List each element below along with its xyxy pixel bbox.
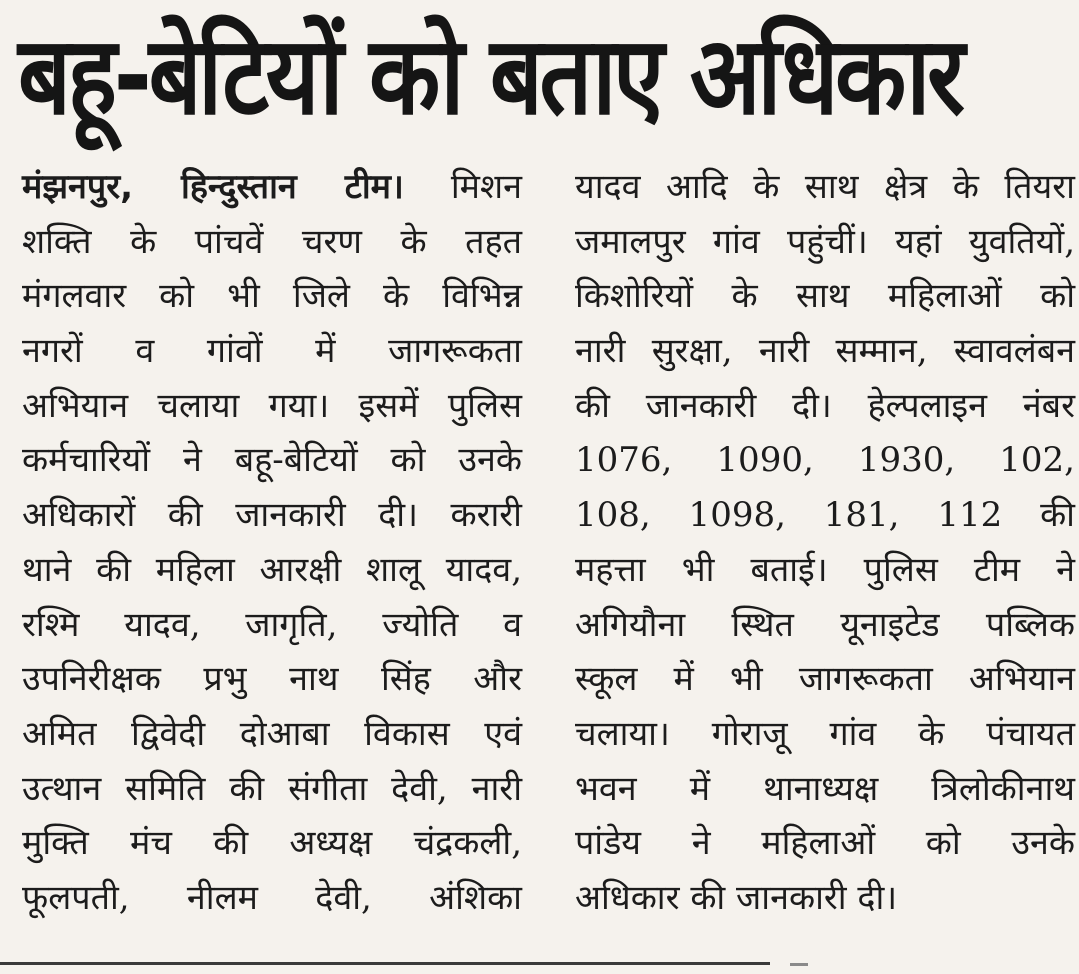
article-line: महत्ता भी बताई। पुलिस टीम ने (575, 549, 1075, 590)
article-line: पांडेय ने महिलाओं को उनके (575, 823, 1075, 864)
article-line: अधिकारों की जानकारी दी। करारी (22, 495, 522, 536)
article-column-left (22, 160, 522, 926)
article-line: उत्थान समिति की संगीता देवी, नारी (22, 768, 522, 809)
article-dateline: मंझनपुर, हिन्दुस्तान टीम। (22, 167, 404, 207)
article-line: स्कूल में भी जागरूकता अभियान (575, 659, 1075, 700)
article-line: फूलपती, नीलम देवी, अंशिका (22, 877, 522, 918)
article-line-text: मिशन (403, 167, 523, 207)
article-line: अगियौना स्थित यूनाइटेड पब्लिक (575, 604, 1075, 645)
article-line: नारी सुरक्षा, नारी सम्मान, स्वावलंबन (575, 331, 1075, 372)
article-line: कर्मचारियों ने बहू-बेटियों को उनके (22, 440, 522, 481)
article-line: मंगलवार को भी जिले के विभिन्न (22, 276, 522, 317)
article-line: रश्मि यादव, जागृति, ज्योति व (22, 604, 522, 645)
bottom-rule (0, 962, 770, 965)
article-line: उपनिरीक्षक प्रभु नाथ सिंह और (22, 659, 522, 700)
article-line (22, 160, 522, 215)
article-line: जमालपुर गांव पहुंचीं। यहां युवतियों, (575, 221, 1075, 262)
article-line: 108, 1098, 181, 112 की (575, 495, 1075, 536)
article-headline: बहू-बेटियों को बताए अधिकार (18, 14, 962, 139)
article-line: शक्ति के पांचवें चरण के तहत (22, 221, 522, 262)
bottom-rule-fragment (790, 963, 808, 966)
article-line: यादव आदि के साथ क्षेत्र के तियरा (575, 167, 1075, 207)
article-column-right (575, 160, 1075, 926)
article-line: भवन में थानाध्यक्ष त्रिलोकीनाथ (575, 768, 1075, 809)
article-line: 1076, 1090, 1930, 102, (575, 440, 1075, 481)
article-line: की जानकारी दी। हेल्पलाइन नंबर (575, 385, 1075, 426)
article-line: चलाया। गोराजू गांव के पंचायत (575, 713, 1075, 754)
article-line: अमित द्विवेदी दोआबा विकास एवं (22, 713, 522, 754)
article-line: किशोरियों के साथ महिलाओं को (575, 276, 1075, 317)
article-line: अभियान चलाया गया। इसमें पुलिस (22, 385, 522, 426)
article-line: थाने की महिला आरक्षी शालू यादव, (22, 549, 522, 590)
article-line: मुक्ति मंच की अध्यक्ष चंद्रकली, (22, 823, 522, 864)
article-line: अधिकार की जानकारी दी। (575, 877, 898, 918)
article-line: नगरों व गांवों में जागरूकता (22, 331, 522, 372)
